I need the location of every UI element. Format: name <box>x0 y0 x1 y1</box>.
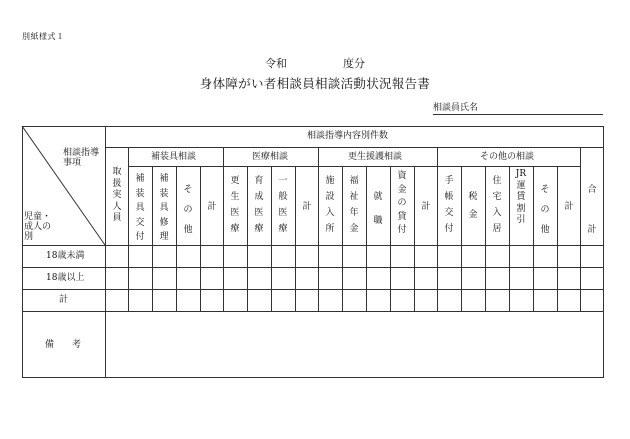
col-sonota: その他 <box>540 185 550 235</box>
col-hosougu-shuuri: 補装具修理 <box>159 174 169 242</box>
col-hosougu-sonota: その他 <box>183 185 193 235</box>
corner-top-label: 相談指導 事項 <box>63 148 100 168</box>
group-iryo: 医療相談 <box>252 152 289 162</box>
group-kousei: 更生援護相談 <box>348 152 403 162</box>
handling-count-header: 取扱実人員 <box>112 167 122 223</box>
remarks-field[interactable] <box>106 312 603 377</box>
col-fukushi-nenkin: 福祉年金 <box>349 176 359 234</box>
report-title: 身体障がい者相談員相談活動状況報告書 <box>199 76 431 91</box>
main-header: 相談指導内容別件数 <box>307 131 389 141</box>
col-techou-koufu: 手帳交付 <box>444 176 454 234</box>
corner-bottom-label: 児童・ 成人の 別 <box>24 212 52 242</box>
col-shikin-kashitsuke: 資金の貸付 <box>397 171 407 235</box>
col-shisetsu-nyuusho: 施設入所 <box>325 176 335 234</box>
col-juutaku-nyuukyo: 住宅入居 <box>492 176 502 234</box>
remarks-label: 備 考 <box>45 340 82 350</box>
group-sonota: その他の相談 <box>480 152 535 162</box>
col-shuushoku: 就職 <box>373 192 383 226</box>
col-zeikin: 税金 <box>468 192 478 220</box>
col-hosougu-koufu: 補装具交付 <box>135 174 145 242</box>
era-reiwa: 令和 <box>265 57 287 70</box>
col-grand-total: 合計 <box>587 185 597 235</box>
col-kousei-kei: 計 <box>421 202 431 212</box>
col-ikusei-iryou: 育成医療 <box>254 176 264 234</box>
col-sonota-kei: 計 <box>564 202 574 212</box>
row-total: 計 <box>59 295 69 305</box>
col-kousei-iryou: 更生医療 <box>230 176 240 234</box>
group-hosougu: 補装具相談 <box>151 152 197 162</box>
row-over-18: 18歳以上 <box>46 273 85 283</box>
counselor-name-label: 相談員氏名 <box>433 103 479 113</box>
fiscal-year-suffix: 度分 <box>343 57 365 70</box>
col-jr-unchin-waribiki: JR運賃割引 <box>515 169 527 225</box>
col-ippan-iryou: 一般医療 <box>278 176 288 234</box>
form-number-label: 別紙様式１ <box>22 32 65 41</box>
col-hosougu-kei: 計 <box>207 202 217 212</box>
row-under-18: 18歳未満 <box>46 251 85 261</box>
col-iryo-kei: 計 <box>302 202 312 212</box>
count-entry-area[interactable] <box>106 246 580 311</box>
